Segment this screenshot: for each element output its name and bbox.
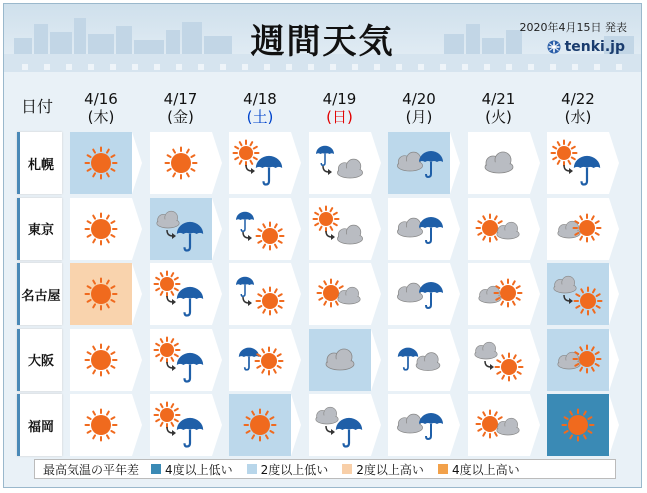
legend-label: 4度以上高い [451, 462, 520, 477]
sun-icon [86, 410, 117, 441]
umbrella-icon [419, 413, 443, 439]
then-arrow-icon [246, 165, 255, 174]
umbrella-icon [419, 151, 443, 177]
cell-arrow-icon [450, 198, 460, 260]
day-weekday: (土) [246, 108, 274, 126]
tenki-logo-icon [547, 40, 561, 54]
sun-icon [552, 141, 577, 166]
sunny-weather-icon [70, 132, 132, 198]
date-header-row [4, 90, 641, 130]
city-label: 大阪 [17, 329, 62, 391]
cell-arrow-icon [212, 198, 222, 260]
umbrella-icon [236, 211, 254, 231]
day-weekday: (月) [405, 108, 433, 126]
cloud-then-sun-weather-icon [468, 329, 530, 395]
sun-icon [154, 337, 179, 362]
day-weekday: (火) [485, 108, 512, 126]
day-date: 4/18 [243, 90, 277, 108]
cloud-icon [397, 218, 422, 237]
forecast-cell [150, 394, 212, 456]
cell-arrow-icon [132, 132, 142, 194]
forecast-cell [229, 132, 291, 194]
city-label: 札幌 [17, 132, 62, 194]
cell-arrow-icon [530, 329, 540, 391]
day-header [307, 90, 373, 126]
cell-arrow-icon [291, 263, 301, 325]
cell-arrow-icon [609, 394, 619, 456]
city-row [4, 132, 641, 198]
rain-then-sun-weather-icon [229, 263, 291, 329]
then-arrow-icon [485, 361, 494, 370]
cloud-icon [478, 286, 500, 303]
cell-arrow-icon [371, 329, 381, 391]
day-date: 4/17 [163, 90, 198, 108]
then-arrow-icon [243, 297, 252, 306]
forecast-cell [547, 263, 609, 325]
forecast-cell [309, 263, 371, 325]
day-header [148, 90, 214, 126]
day-header [466, 90, 532, 126]
city-row [4, 394, 641, 460]
umbrella-icon [335, 418, 361, 447]
city-label: 東京 [17, 198, 62, 260]
sun-icon [563, 410, 594, 441]
cloud-icon [554, 276, 576, 293]
umbrella-icon [236, 277, 254, 297]
sun-then-rain-weather-icon [229, 132, 291, 198]
cell-arrow-icon [132, 198, 142, 260]
cloud-then-sun-weather-icon [547, 263, 609, 329]
sun-icon [574, 345, 601, 372]
sun-then-rain-weather-icon [150, 329, 212, 395]
cell-arrow-icon [609, 329, 619, 391]
city-label: 名古屋 [17, 263, 62, 325]
cell-arrow-icon [450, 329, 460, 391]
cell-arrow-icon [291, 329, 301, 391]
cell-arrow-icon [132, 394, 142, 456]
day-header [68, 90, 134, 126]
legend-item [247, 461, 329, 478]
cell-arrow-icon [609, 198, 619, 260]
city-row [4, 263, 641, 329]
forecast-cell [388, 198, 450, 260]
rain-cloud-weather-icon [388, 329, 450, 395]
sun-then-rain-weather-icon [150, 394, 212, 460]
sun-icon [86, 279, 117, 310]
cloud-then-rain-weather-icon [150, 198, 212, 264]
cell-arrow-icon [291, 198, 301, 260]
sunny-weather-icon [150, 132, 212, 198]
sun-icon [313, 206, 338, 231]
sun-icon [256, 347, 283, 374]
cloud-sun-weather-icon [468, 263, 530, 329]
published-date: 2020年4月15日 発表 [519, 21, 627, 34]
then-arrow-icon [243, 232, 252, 241]
umbrella-icon [574, 156, 600, 185]
cloudy-weather-icon [468, 132, 530, 198]
umbrella-icon [176, 352, 202, 381]
sunny-weather-icon [70, 263, 132, 329]
umbrella-icon [176, 418, 202, 447]
cell-arrow-icon [530, 394, 540, 456]
cell-arrow-icon [212, 394, 222, 456]
temperature-anomaly-legend [34, 459, 616, 479]
forecast-cell [388, 329, 450, 391]
cloud-icon [315, 407, 337, 424]
umbrella-icon [176, 287, 202, 316]
cell-arrow-icon [450, 263, 460, 325]
sun-icon [257, 288, 284, 315]
sun-icon [154, 272, 179, 297]
umbrella-icon [316, 146, 334, 166]
cloud-rain-weather-icon [388, 132, 450, 198]
cloud-icon [474, 342, 496, 359]
forecast-cell [388, 132, 450, 194]
sun-icon [494, 280, 521, 307]
then-arrow-icon [564, 165, 573, 174]
cloud-sun-weather-icon [547, 198, 609, 264]
forecast-cell [547, 329, 609, 391]
cell-arrow-icon [450, 394, 460, 456]
umbrella-icon [239, 347, 259, 369]
forecast-cell [150, 132, 212, 194]
forecast-cell [309, 198, 371, 260]
umbrella-icon [398, 347, 418, 369]
day-weekday: (日) [326, 108, 353, 126]
cell-arrow-icon [212, 263, 222, 325]
forecast-cell [309, 132, 371, 194]
cloud-icon [496, 418, 518, 435]
forecast-cell [70, 198, 132, 260]
day-weekday: (木) [87, 108, 115, 126]
sun-then-rain-weather-icon [547, 132, 609, 198]
city-label: 福岡 [17, 394, 62, 456]
rain-then-sun-weather-icon [229, 198, 291, 264]
cloud-rain-weather-icon [388, 394, 450, 460]
cell-arrow-icon [371, 394, 381, 456]
day-header [545, 90, 611, 126]
sun-icon [86, 148, 117, 179]
forecast-cell [70, 263, 132, 325]
cell-arrow-icon [530, 198, 540, 260]
sun-icon [86, 344, 117, 375]
umbrella-icon [419, 282, 443, 308]
forecast-cell [468, 132, 530, 194]
forecast-cell [468, 329, 530, 391]
forecast-cell [150, 263, 212, 325]
then-arrow-icon [326, 426, 335, 435]
cloud-icon [485, 152, 513, 173]
page-title: 週間天気 [250, 22, 395, 62]
cell-arrow-icon [530, 132, 540, 194]
legend-swatch [151, 464, 161, 474]
forecast-cell [150, 198, 212, 260]
forecast-cell [70, 394, 132, 456]
day-date: 4/16 [84, 90, 118, 108]
sun-then-rain-weather-icon [150, 263, 212, 329]
sun-icon [574, 214, 601, 241]
forecast-cell [468, 263, 530, 325]
cloud-icon [397, 152, 422, 171]
cloud-rain-weather-icon [388, 263, 450, 329]
forecast-cell [229, 198, 291, 260]
forecast-cell [388, 263, 450, 325]
cell-arrow-icon [371, 263, 381, 325]
city-row [4, 198, 641, 264]
forecast-cell [547, 132, 609, 194]
cloud-icon [156, 211, 178, 228]
umbrella-icon [256, 156, 282, 185]
cloud-icon [397, 283, 422, 302]
cell-arrow-icon [212, 132, 222, 194]
sun-cloud-weather-icon [309, 263, 371, 329]
sunny-weather-icon [70, 198, 132, 264]
forecast-cell [150, 329, 212, 391]
sun-icon [257, 222, 284, 249]
umbrella-icon [419, 217, 443, 243]
legend-item [342, 461, 424, 478]
cell-arrow-icon [450, 132, 460, 194]
then-arrow-icon [326, 231, 335, 240]
rain-sun-weather-icon [229, 329, 291, 395]
then-arrow-icon [167, 296, 176, 305]
then-arrow-icon [323, 166, 332, 175]
forecast-cell [468, 394, 530, 456]
cloud-icon [397, 414, 422, 433]
sun-icon [245, 410, 276, 441]
then-arrow-icon [167, 427, 176, 436]
cloud-icon [496, 222, 518, 239]
cloud-rain-weather-icon [388, 198, 450, 264]
sunny-weather-icon [70, 329, 132, 395]
cell-arrow-icon [132, 263, 142, 325]
legend-swatch [438, 464, 448, 474]
forecast-cell [547, 198, 609, 260]
cell-arrow-icon [212, 329, 222, 391]
day-date: 4/20 [402, 90, 436, 108]
cloud-icon [337, 159, 362, 178]
cell-arrow-icon [609, 263, 619, 325]
sun-icon [154, 403, 179, 428]
header-banner [4, 4, 641, 72]
day-date: 4/22 [561, 90, 595, 108]
tenki-logo-text: tenki.jp [564, 39, 625, 55]
rain-then-cloud-weather-icon [309, 132, 371, 198]
legend-label: 2度以上低い [260, 462, 329, 477]
umbrella-icon [176, 221, 202, 250]
day-date: 4/21 [481, 90, 516, 108]
sun-icon [234, 141, 259, 166]
cloud-icon [337, 225, 362, 244]
sunny-weather-icon [70, 394, 132, 460]
forecast-cell [229, 394, 291, 456]
forecast-cell [70, 329, 132, 391]
forecast-cell [468, 198, 530, 260]
cloudy-weather-icon [309, 329, 371, 395]
forecast-cell [229, 329, 291, 391]
cell-arrow-icon [291, 132, 301, 194]
forecast-cell [309, 329, 371, 391]
legend-swatch [342, 464, 352, 474]
forecast-cell [70, 132, 132, 194]
legend-title: 最高気温の平年差 [43, 462, 140, 477]
cloud-icon [558, 221, 580, 238]
cell-arrow-icon [132, 329, 142, 391]
forecast-cell [547, 394, 609, 456]
cloud-sun-weather-icon [547, 329, 609, 395]
date-column-label: 日付 [20, 97, 53, 116]
cloud-icon [326, 349, 354, 370]
legend-label: 4度以上低い [165, 462, 233, 477]
sunny-weather-icon [229, 394, 291, 460]
sun-icon [495, 353, 522, 380]
day-date: 4/19 [322, 90, 357, 108]
then-arrow-icon [564, 295, 573, 304]
day-header [386, 90, 452, 126]
legend-item [151, 461, 233, 478]
cell-arrow-icon [371, 132, 381, 194]
day-weekday: (水) [564, 108, 592, 126]
legend-swatch [247, 464, 257, 474]
then-arrow-icon [167, 230, 176, 239]
day-weekday: (金) [167, 108, 194, 126]
cell-arrow-icon [530, 263, 540, 325]
sun-icon [165, 148, 196, 179]
sun-icon [86, 213, 117, 244]
cloud-then-rain-weather-icon [309, 394, 371, 460]
sunny-weather-icon [547, 394, 609, 460]
forecast-cell [229, 263, 291, 325]
sun-then-cloud-weather-icon [309, 198, 371, 264]
cell-arrow-icon [291, 394, 301, 456]
cloud-icon [416, 352, 440, 370]
sun-icon [575, 288, 602, 315]
legend-item [438, 461, 520, 478]
tenki-logo[interactable] [547, 39, 625, 55]
then-arrow-icon [167, 362, 176, 371]
cell-arrow-icon [609, 132, 619, 194]
day-header [227, 90, 293, 126]
forecast-cell [388, 394, 450, 456]
sun-cloud-weather-icon [468, 198, 530, 264]
city-row [4, 329, 641, 395]
cloud-icon [337, 287, 359, 304]
cloud-icon [558, 352, 580, 369]
forecast-cell [309, 394, 371, 456]
weekly-weather-panel [3, 3, 642, 488]
sun-cloud-weather-icon [468, 394, 530, 460]
legend-label: 2度以上高い [356, 462, 424, 477]
cell-arrow-icon [371, 198, 381, 260]
